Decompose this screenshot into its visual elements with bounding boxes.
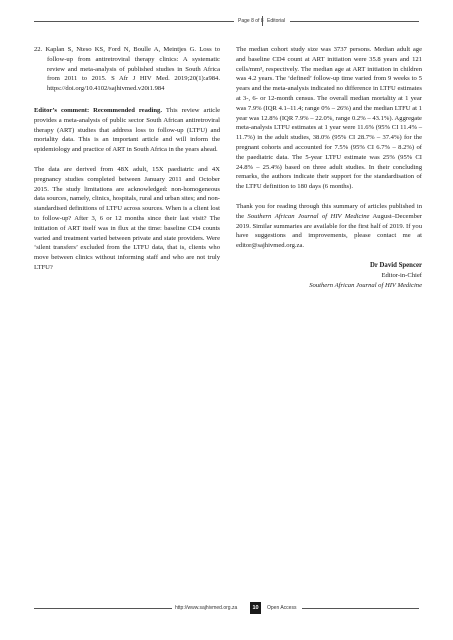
page-number: 10	[250, 602, 261, 614]
signature-journal: Southern African Journal of HIV Medicine	[309, 281, 422, 289]
signature-name: Dr David Spencer	[370, 261, 422, 269]
signature-block	[236, 261, 422, 290]
page-header	[34, 16, 419, 28]
page-footer	[34, 602, 419, 616]
footer-rule-left	[34, 608, 172, 609]
journal-name: Southern African Journal of HIV Medicine	[247, 212, 370, 220]
footer-rule-right	[302, 608, 419, 609]
section-label: Editorial	[267, 18, 286, 24]
open-access-label: Open Access	[267, 605, 297, 611]
thanks-paragraph	[236, 202, 422, 251]
editor-comment-text: This review article provides a meta-analysis of public sector South African antiretroviral therapy (ART) studies that address loss to follow-up (LTFU) and mortality data. This is an important article and will inform the epidemiology and practice of ART in South Africa in the years ahead.	[34, 106, 220, 154]
header-rule-right	[290, 21, 419, 22]
thanks-text-rest: August–December 2019. Similar summaries are available for the first half of 2019. If you have suggestions and improvements, please contact me at editor@sajhivmed.org.za.	[236, 212, 422, 250]
left-column	[34, 45, 220, 273]
footer-url-link[interactable]: http://www.sajhivmed.org.za	[175, 605, 238, 611]
editor-comment-paragraph	[34, 106, 220, 155]
header-divider	[262, 16, 263, 26]
signature-role: Editor-in-Chief	[381, 271, 422, 279]
results-paragraph: The median cohort study size was 3737 persons. Median adult age and baseline CD4 count at ART initiation were 35.8 years and 121 cells/mm³, respectively. The median age at ART initiation in children was 4.2 years. The ‘defined’ follow-up time varied from 9 weeks to 5 years and the meta-analysis indicated no difference in LTFU estimates at 3-, 6- or 12-month census. The overall median mortality at 1 year was 7.9% (IQR 4.1–11.4; range 0% – 26%) and the median LTFU at 1 year was 12.8% (IQR 7.9% – 22.0%, range 0.2% – 43.1%). Aggregate meta-analysis LTFU estimates at 1 year were 11.6% (95% CI 11.4% – 11.7%) in the adult studies, 38.0% (95% CI 28.7% – 37.4%) for the pregnant cohorts and accounted for 7.5% (95% CI 6.7% – 8.2%) of the paediatric data. The 5-year LTFU estimate was 25% (95% CI 24.8% – 25.4%) based on three adult studies. In their concluding remarks, the authors indicate their support for the standardisation of the LTFU definition to 180 days (6 months).	[236, 46, 422, 191]
header-rule-left	[34, 21, 234, 22]
editor-comment-lead: Editor’s comment: Recommended reading.	[34, 106, 163, 114]
reference-22: 22. Kaplan S, Nteso KS, Ford N, Boulle A, Meintjes G. Loss to follow-up from antiretroviral therapy clinics: A systematic review and meta-analysis of published studies in South Africa from 2011 to 2015. S Afr J HIV Med. 2019;20(1):a984. https://doi.org/10.4102/sajhivmed.v20i1.984	[34, 46, 220, 93]
right-column	[236, 45, 422, 290]
data-sources-paragraph: The data are derived from 48X adult, 15X paediatric and 4X pregnancy studies completed between January 2011 and October 2015. The study limitations are acknowledged: non-homogeneous data sources, namely, clinics, hospitals, rural and urban sites; and non-standardised definitions of LTFU across sources. When is a client lost to follow-up? After 3, 6 or 12 months since their last visit? The initiation of ART itself was in flux at the time: baseline CD4 counts varied and treatment varied between private and state providers. Were ‘silent transfers’ excluded from the LTFU data, that is, clients who move between clinics without informing staff and who are not truly LTFU?	[34, 165, 220, 271]
thanks-text: Thank you for reading through this summary of articles published in the	[236, 202, 422, 220]
page-label: Page 8 of 8	[238, 18, 264, 24]
